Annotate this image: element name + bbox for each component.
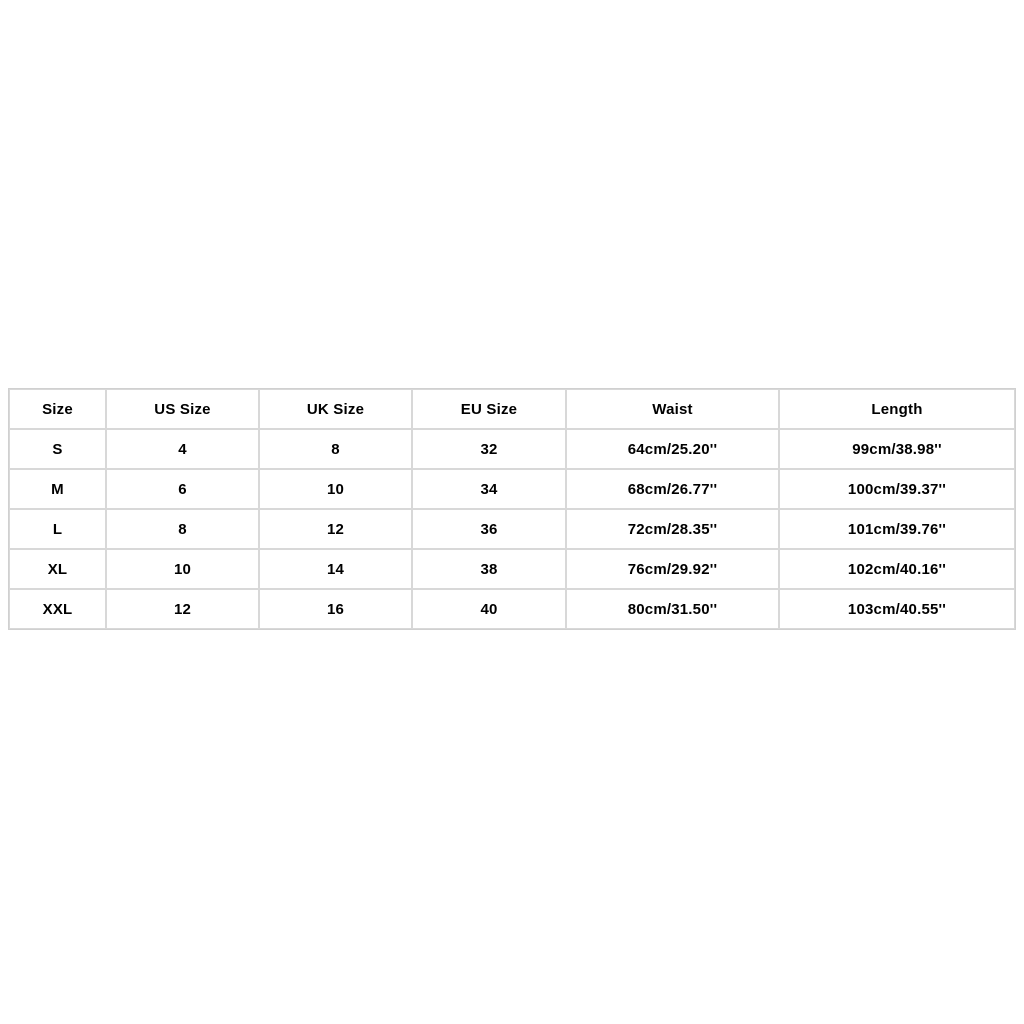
cell-waist: 68cm/26.77'' <box>566 469 779 509</box>
cell-uk-size: 16 <box>259 589 412 629</box>
cell-waist: 64cm/25.20'' <box>566 429 779 469</box>
column-header-size: Size <box>9 389 106 429</box>
cell-size: S <box>9 429 106 469</box>
size-chart-table <box>9 389 1015 629</box>
cell-size: L <box>9 509 106 549</box>
size-chart-container <box>8 388 1016 630</box>
cell-size: XXL <box>9 589 106 629</box>
column-header-eu-size: EU Size <box>412 389 566 429</box>
table-header-row <box>9 389 1015 429</box>
cell-length: 101cm/39.76'' <box>779 509 1015 549</box>
cell-uk-size: 8 <box>259 429 412 469</box>
cell-waist: 76cm/29.92'' <box>566 549 779 589</box>
cell-waist: 80cm/31.50'' <box>566 589 779 629</box>
cell-uk-size: 12 <box>259 509 412 549</box>
cell-size: M <box>9 469 106 509</box>
cell-us-size: 8 <box>106 509 259 549</box>
cell-eu-size: 40 <box>412 589 566 629</box>
cell-us-size: 6 <box>106 469 259 509</box>
cell-uk-size: 10 <box>259 469 412 509</box>
column-header-waist: Waist <box>566 389 779 429</box>
cell-length: 102cm/40.16'' <box>779 549 1015 589</box>
cell-eu-size: 36 <box>412 509 566 549</box>
column-header-length: Length <box>779 389 1015 429</box>
cell-length: 99cm/38.98'' <box>779 429 1015 469</box>
cell-us-size: 4 <box>106 429 259 469</box>
table-row <box>9 469 1015 509</box>
cell-size: XL <box>9 549 106 589</box>
cell-us-size: 12 <box>106 589 259 629</box>
cell-length: 103cm/40.55'' <box>779 589 1015 629</box>
table-row <box>9 509 1015 549</box>
column-header-uk-size: UK Size <box>259 389 412 429</box>
cell-waist: 72cm/28.35'' <box>566 509 779 549</box>
table-row <box>9 589 1015 629</box>
cell-uk-size: 14 <box>259 549 412 589</box>
cell-eu-size: 34 <box>412 469 566 509</box>
column-header-us-size: US Size <box>106 389 259 429</box>
cell-eu-size: 32 <box>412 429 566 469</box>
cell-eu-size: 38 <box>412 549 566 589</box>
table-row <box>9 429 1015 469</box>
cell-length: 100cm/39.37'' <box>779 469 1015 509</box>
table-row <box>9 549 1015 589</box>
cell-us-size: 10 <box>106 549 259 589</box>
